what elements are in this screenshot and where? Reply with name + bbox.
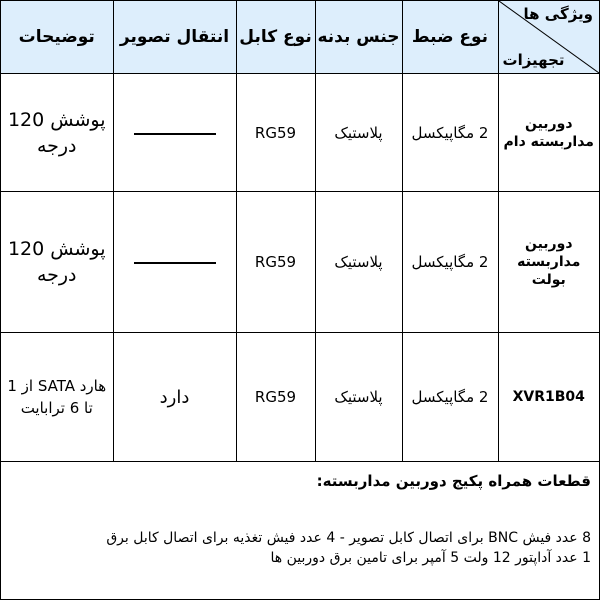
header-row <box>1 1 599 74</box>
image-transfer-cell <box>113 192 236 333</box>
dash-line <box>134 133 216 135</box>
header-record-type: نوع ضبط <box>402 1 498 74</box>
body-material-cell: پلاستیک <box>315 74 402 192</box>
corner-equipment-label: تجهیزات <box>502 51 565 69</box>
package-item-line: 1 عدد آداپتور 12 ولت 5 آمپر برای تامین برق دوربین ها <box>270 550 591 566</box>
table-row <box>1 74 599 192</box>
cable-type-cell: RG59 <box>236 192 315 333</box>
record-type-cell: 2 مگاپیکسل <box>402 333 498 462</box>
cable-type-cell: RG59 <box>236 333 315 462</box>
equipment-cell: دوربین مداربسته دام <box>498 74 599 192</box>
record-type-cell: 2 مگاپیکسل <box>402 192 498 333</box>
notes-cell: پوشش 120 درجه <box>1 74 113 192</box>
equipment-cell: دوربین مداربسته بولت <box>498 192 599 333</box>
corner-features-label: ویژگی ها <box>523 5 593 23</box>
spec-table <box>1 1 599 462</box>
package-contents <box>1 472 599 568</box>
image-transfer-cell: دارد <box>113 333 236 462</box>
header-cable-type: نوع کابل <box>236 1 315 74</box>
equipment-cell: XVR1B04 <box>498 333 599 462</box>
package-item-line: 8 عدد فیش BNC برای اتصال کابل تصویر - 4 عدد فیش تغذیه برای اتصال کابل برق <box>106 530 591 546</box>
body-material-cell: پلاستیک <box>315 333 402 462</box>
image-transfer-cell <box>113 74 236 192</box>
body-material-cell: پلاستیک <box>315 192 402 333</box>
notes-cell: هارد SATA از 1 تا 6 ترابایت <box>1 333 113 462</box>
package-contents-title: قطعات همراه پکیج دوربین مداربسته: <box>316 472 591 490</box>
package-contents-list <box>9 528 591 568</box>
header-notes: توضیحات <box>1 1 113 74</box>
notes-cell: پوشش 120 درجه <box>1 192 113 333</box>
dash-line <box>134 262 216 264</box>
table-row <box>1 333 599 462</box>
record-type-cell: 2 مگاپیکسل <box>402 74 498 192</box>
cable-type-cell: RG59 <box>236 74 315 192</box>
table-row <box>1 192 599 333</box>
header-image-transfer: انتقال تصویر <box>113 1 236 74</box>
header-body-material: جنس بدنه <box>315 1 402 74</box>
header-corner <box>498 1 599 74</box>
